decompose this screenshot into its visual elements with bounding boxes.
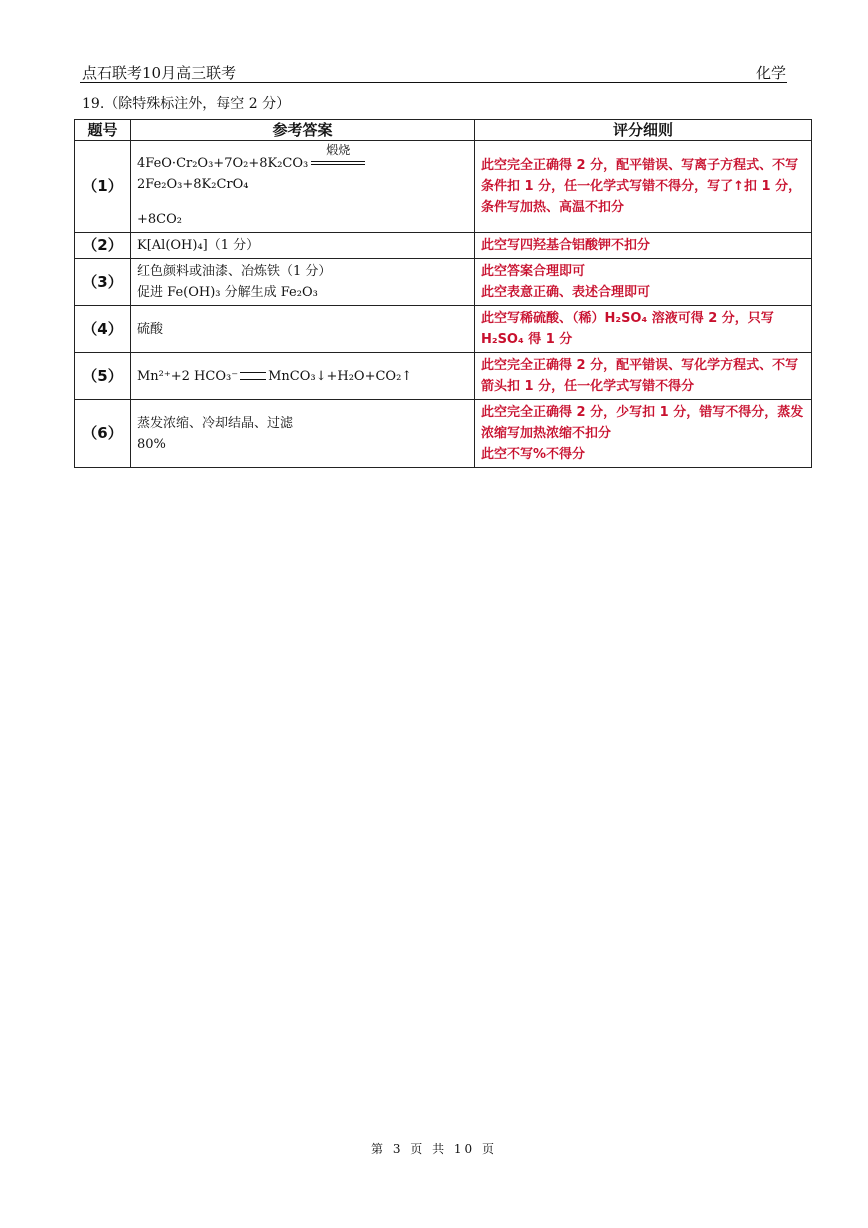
scoring-rule: 此空完全正确得 2 分，配平错误、写化学方程式、不写箭头扣 1 分，任一化学式写错不得分 [475,353,812,400]
rule-line: 此空答案合理即可 [481,264,586,279]
scoring-rule [475,259,812,306]
equation-reactants: Mn²⁺+2 HCO₃⁻ [137,368,239,384]
scoring-rule: 此空写四羟基合铝酸钾不扣分 [475,233,812,259]
answer-table [74,119,812,468]
table-row [75,259,812,306]
question-number: （6） [75,400,131,468]
scoring-rule [475,400,812,468]
question-number: （4） [75,306,131,353]
question-number: （5） [75,353,131,400]
reaction-arrow [311,142,365,169]
equation-products: 2Fe₂O₃+8K₂CrO₄ [137,177,249,192]
rule-line: 此空完全正确得 2 分，少写扣 1 分，错写不得分，蒸发浓缩写加热浓缩不扣分 [481,405,804,441]
answer-cell [131,353,475,400]
question-title: 19.（除特殊标注外，每空 2 分） [82,96,291,112]
question-number: （3） [75,259,131,306]
table-row [75,306,812,353]
equals-sign [240,372,266,380]
answer-line: 蒸发浓缩、冷却结晶、过滤 [137,415,294,431]
answer-cell [131,400,475,468]
answer-line: 红色颜料或油漆、冶炼铁（1 分） [137,264,332,279]
table-row [75,141,812,233]
header-divider [80,82,787,83]
table-row [75,400,812,468]
equation-tail: +8CO₂ [137,212,182,227]
subject-name: 化学 [755,64,786,82]
reaction-condition: 煅烧 [326,142,351,157]
answer-cell [131,141,475,233]
question-number: （1） [75,141,131,233]
answer-line: 80% [137,436,166,452]
column-header-number: 题号 [75,120,131,141]
rule-line: 此空不写%不得分 [481,447,586,462]
table-row [75,233,812,259]
scoring-rule: 此空写稀硫酸、（稀）H₂SO₄ 溶液可得 2 分，只写 H₂SO₄ 得 1 分 [475,306,812,353]
answer-cell [131,259,475,306]
answer-cell: 硫酸 [131,306,475,353]
page-footer: 第 3 页 共 10 页 [371,1142,497,1156]
table-row [75,353,812,400]
page-header [82,62,786,82]
rule-line: 此空表意正确、表述合理即可 [481,285,651,300]
column-header-answer: 参考答案 [131,120,475,141]
answer-cell: K[Al(OH)₄]（1 分） [131,233,475,259]
answer-line: 促进 Fe(OH)₃ 分解生成 Fe₂O₃ [137,285,318,300]
table-header-row [75,120,812,141]
question-number: （2） [75,233,131,259]
exam-name: 点石联考10月高三联考 [82,64,237,82]
equation-products: MnCO₃↓+H₂O+CO₂↑ [268,368,413,384]
equation [137,142,468,195]
equation-reactants: 4FeO·Cr₂O₃+7O₂+8K₂CO₃ [137,156,309,171]
column-header-rule: 评分细则 [475,120,812,141]
scoring-rule: 此空完全正确得 2 分，配平错误、写离子方程式、不写条件扣 1 分，任一化学式写错不得分，写了↑扣 1 分，条件写加热、高温不扣分 [475,141,812,233]
